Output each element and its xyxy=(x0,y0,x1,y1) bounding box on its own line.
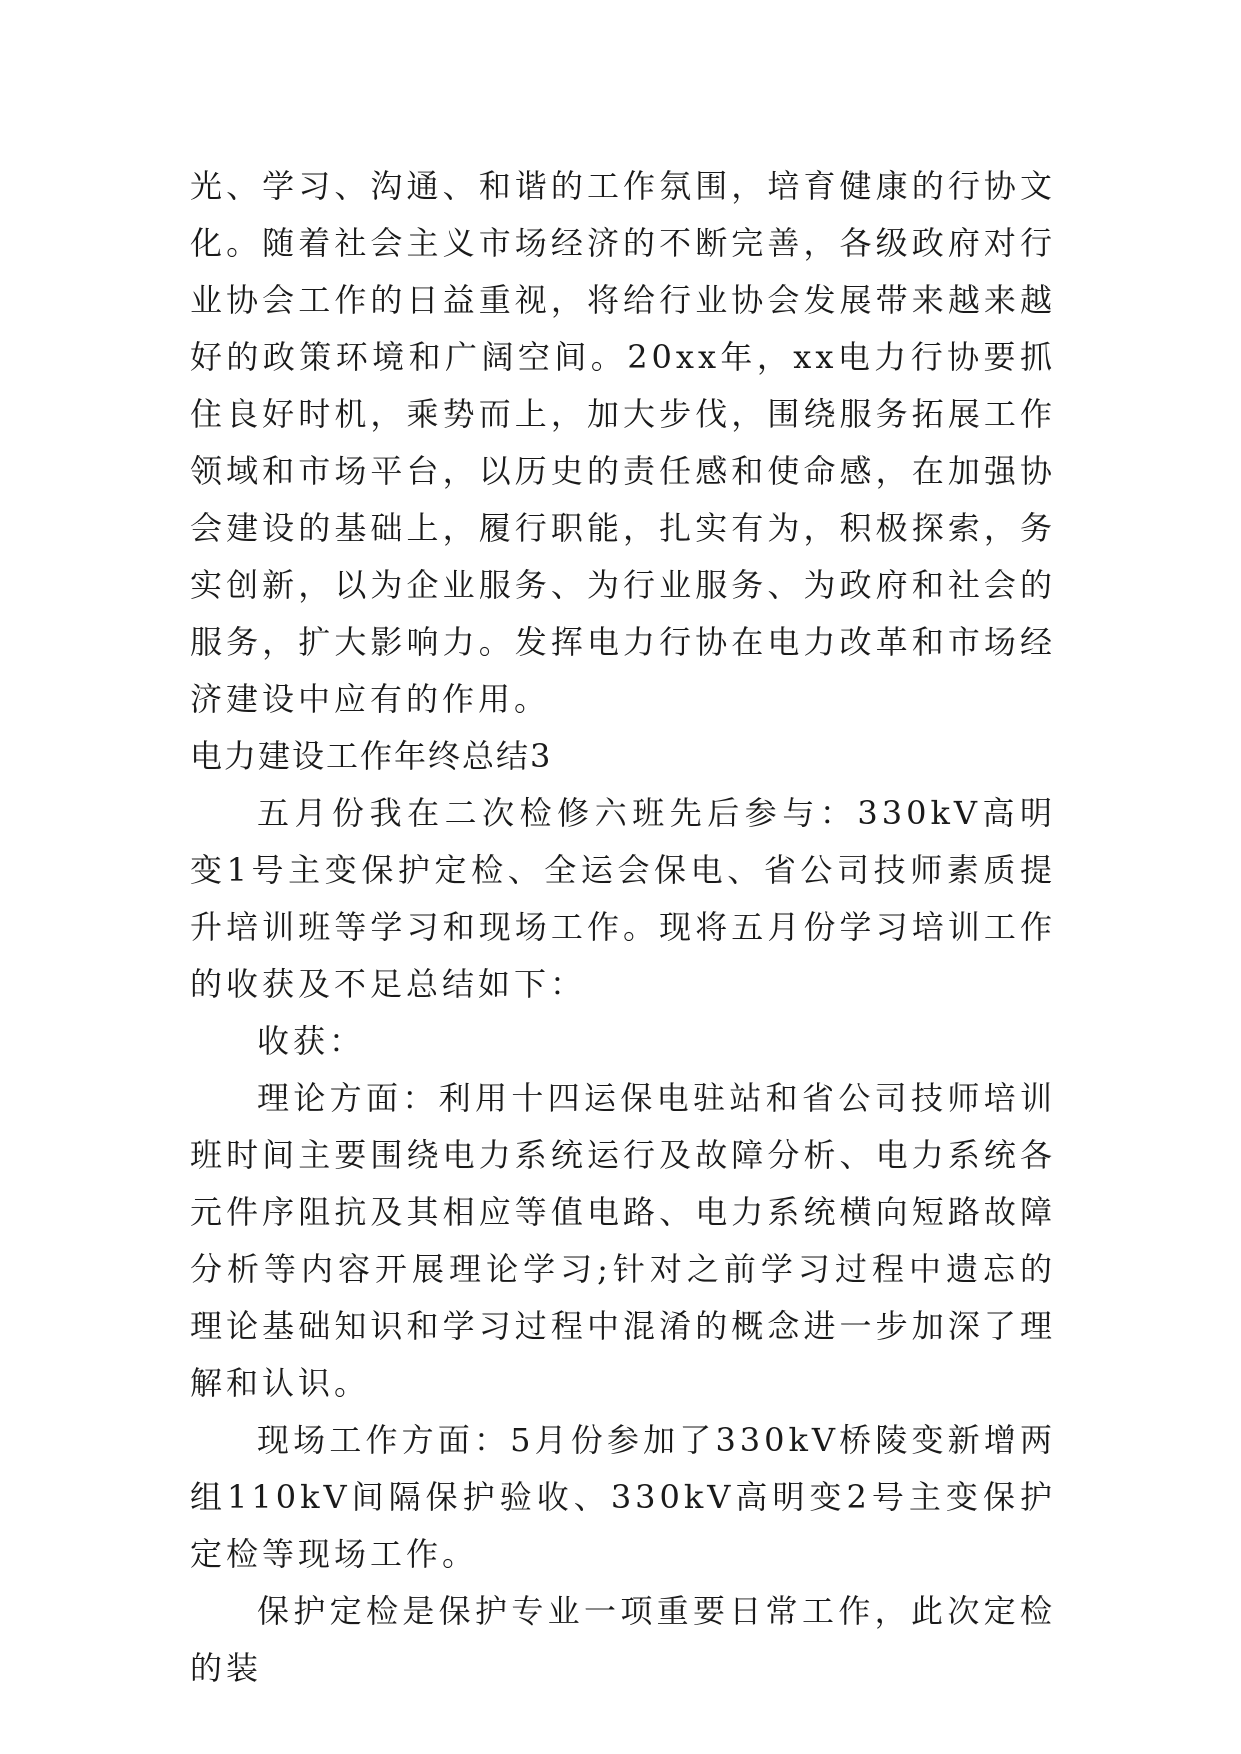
paragraph-continuation: 光、学习、沟通、和谐的工作氛围，培育健康的行协文化。随着社会主义市场经济的不断完善，各级政府对行业协会工作的日益重视，将给行业协会发展带来越来越好的政策环境和广阔空间。20xx年，xx电力行协要抓住良好时机，乘势而上，加大步伐，围绕服务拓展工作领域和市场平台，以历史的责任感和使命感，在加强协会建设的基础上，履行职能，扎实有为，积极探索，务实创新，以为企业服务、为行业服务、为政府和社会的服务，扩大影响力。发挥电力行协在电力改革和市场经济建设中应有的作用。 xyxy=(190,167,1056,718)
section-heading: 电力建设工作年终总结3 xyxy=(190,737,553,775)
document-body xyxy=(190,158,1056,1697)
paragraph-intro: 五月份我在二次检修六班先后参与：330kV高明变1号主变保护定检、全运会保电、省公司技师素质提升培训班等学习和现场工作。现将五月份学习培训工作的收获及不足总结如下： xyxy=(190,794,1056,1003)
paragraph-theory: 理论方面：利用十四运保电驻站和省公司技师培训班时间主要围绕电力系统运行及故障分析、电力系统各元件序阻抗及其相应等值电路、电力系统横向短路故障分析等内容开展理论学习;针对之前学习过程中遗忘的理论基础知识和学习过程中混淆的概念进一步加深了理解和认识。 xyxy=(190,1079,1056,1402)
paragraph-gains-label: 收获： xyxy=(257,1022,366,1060)
paragraph-field-work: 现场工作方面：5月份参加了330kV桥陵变新增两组110kV间隔保护验收、330kV高明变2号主变保护定检等现场工作。 xyxy=(190,1421,1056,1573)
paragraph-inspection: 保护定检是保护专业一项重要日常工作，此次定检的装 xyxy=(190,1592,1056,1687)
